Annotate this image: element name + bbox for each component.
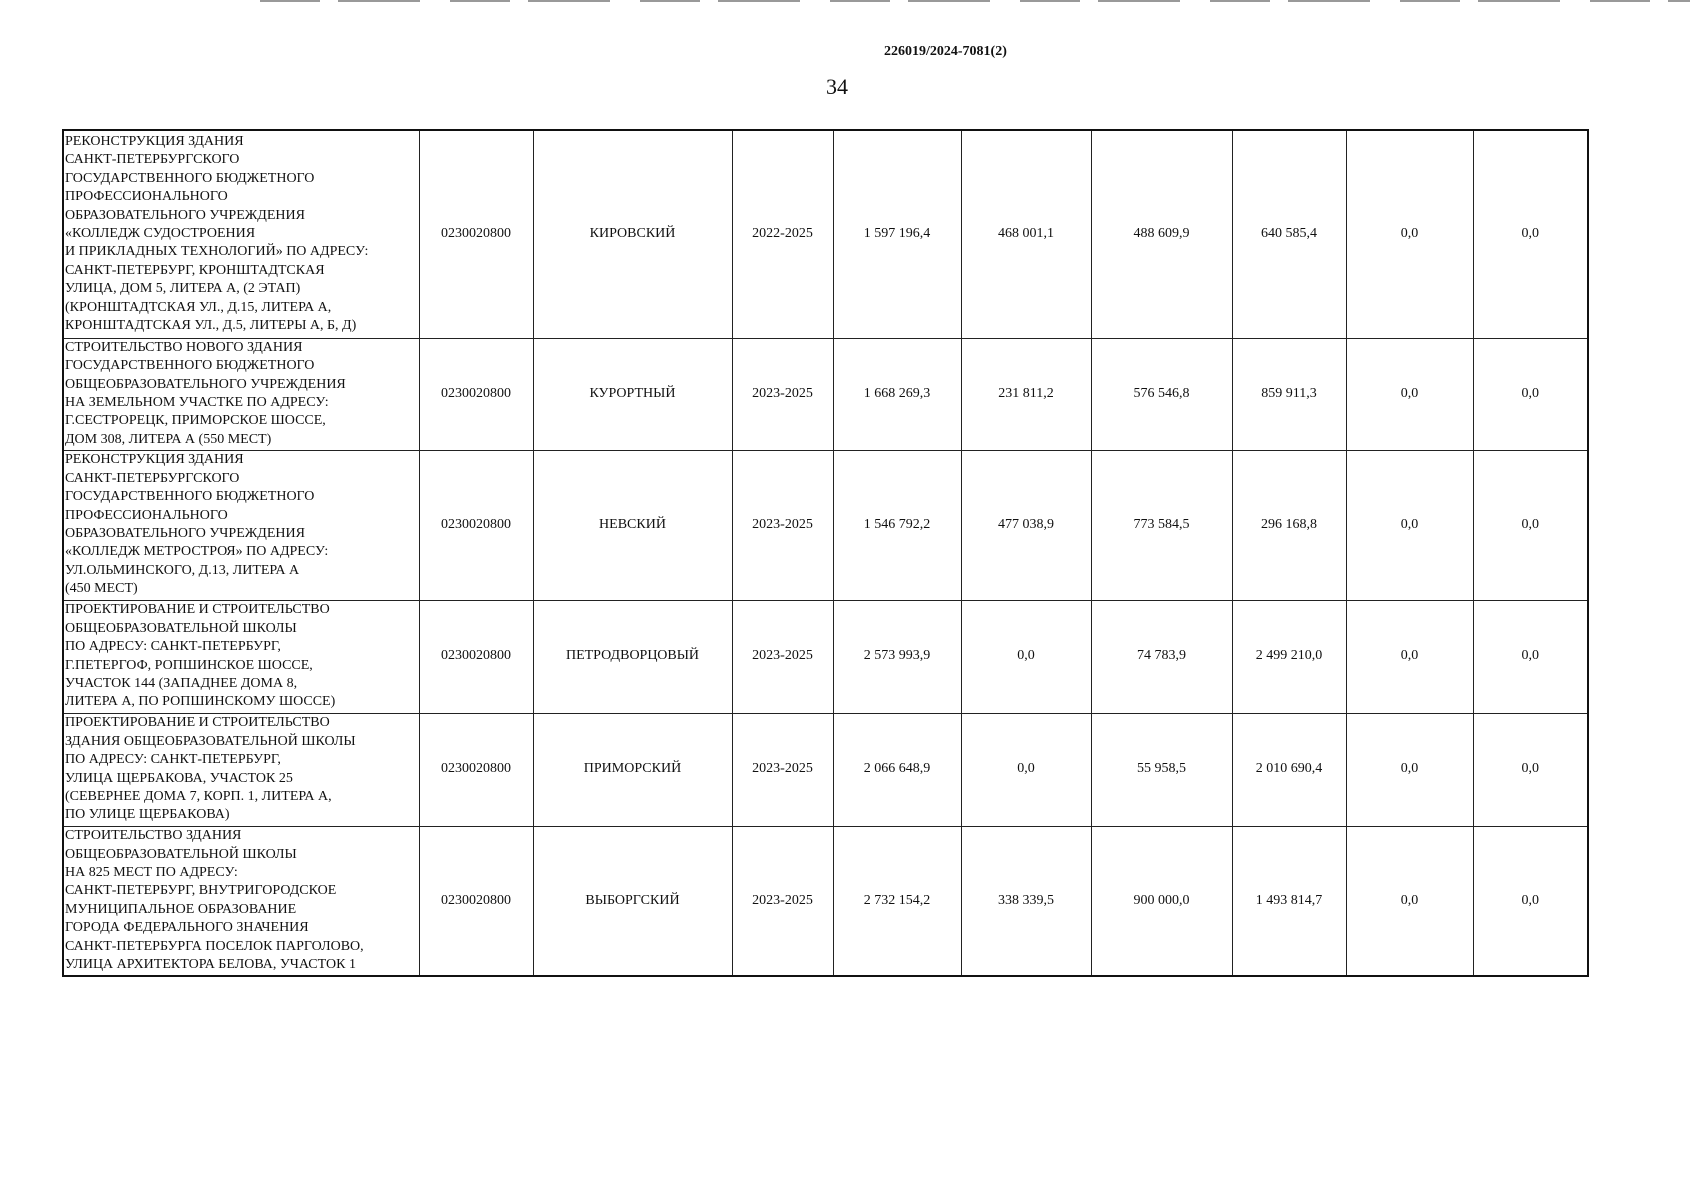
- value-5: 0,0: [1473, 713, 1588, 826]
- budget-code: 0230020800: [419, 130, 533, 338]
- district: ПРИМОРСКИЙ: [533, 713, 732, 826]
- document-number: 226019/2024-7081(2): [884, 44, 1007, 59]
- value-4: 0,0: [1346, 826, 1473, 976]
- value-5: 0,0: [1473, 826, 1588, 976]
- total-cost: 1 668 269,3: [833, 338, 961, 450]
- value-5: 0,0: [1473, 450, 1588, 600]
- value-2: 55 958,5: [1091, 713, 1232, 826]
- object-description: СТРОИТЕЛЬСТВО ЗДАНИЯ ОБЩЕОБРАЗОВАТЕЛЬНОЙ ШКОЛЫ НА 825 МЕСТ ПО АДРЕСУ: САНКТ-ПЕТЕРБУРГ, ВНУТРИГОРОДСКОЕ МУНИЦИПАЛЬНОЕ ОБРАЗОВАНИЕ ГОРОДА ФЕДЕРАЛЬНОГО ЗНАЧЕНИЯ САНКТ-ПЕТЕРБУРГА ПОСЕЛОК ПАРГОЛОВО, УЛИЦА АРХИТЕКТОРА БЕЛОВА, УЧАСТОК 1: [63, 826, 419, 976]
- budget-code: 0230020800: [419, 600, 533, 713]
- object-description: ПРОЕКТИРОВАНИЕ И СТРОИТЕЛЬСТВО ЗДАНИЯ ОБЩЕОБРАЗОВАТЕЛЬНОЙ ШКОЛЫ ПО АДРЕСУ: САНКТ-ПЕТЕРБУРГ, УЛИЦА ЩЕРБАКОВА, УЧАСТОК 25 (СЕВЕРНЕЕ ДОМА 7, КОРП. 1, ЛИТЕРА А, ПО УЛИЦЕ ЩЕРБАКОВА): [63, 713, 419, 826]
- period: 2023-2025: [732, 826, 833, 976]
- value-4: 0,0: [1346, 130, 1473, 338]
- value-5: 0,0: [1473, 130, 1588, 338]
- value-1: 0,0: [961, 713, 1091, 826]
- total-cost: 2 066 648,9: [833, 713, 961, 826]
- period: 2023-2025: [732, 600, 833, 713]
- value-5: 0,0: [1473, 600, 1588, 713]
- total-cost: 2 732 154,2: [833, 826, 961, 976]
- value-3: 859 911,3: [1232, 338, 1346, 450]
- period: 2023-2025: [732, 713, 833, 826]
- value-3: 1 493 814,7: [1232, 826, 1346, 976]
- budget-code: 0230020800: [419, 338, 533, 450]
- district: НЕВСКИЙ: [533, 450, 732, 600]
- value-2: 773 584,5: [1091, 450, 1232, 600]
- value-4: 0,0: [1346, 713, 1473, 826]
- district: КИРОВСКИЙ: [533, 130, 732, 338]
- total-cost: 2 573 993,9: [833, 600, 961, 713]
- program-table: [62, 129, 1589, 977]
- value-2: 900 000,0: [1091, 826, 1232, 976]
- budget-code: 0230020800: [419, 826, 533, 976]
- scan-artifact-line: [260, 0, 1690, 2]
- object-description: РЕКОНСТРУКЦИЯ ЗДАНИЯ САНКТ-ПЕТЕРБУРГСКОГО ГОСУДАРСТВЕННОГО БЮДЖЕТНОГО ПРОФЕССИОНАЛЬНОГО ОБРАЗОВАТЕЛЬНОГО УЧРЕЖДЕНИЯ «КОЛЛЕДЖ МЕТРОСТРОЯ» ПО АДРЕСУ: УЛ.ОЛЬМИНСКОГО, Д.13, ЛИТЕРА А (450 МЕСТ): [63, 450, 419, 600]
- value-3: 640 585,4: [1232, 130, 1346, 338]
- value-1: 477 038,9: [961, 450, 1091, 600]
- table-row: [63, 450, 1588, 600]
- value-1: 0,0: [961, 600, 1091, 713]
- object-description: ПРОЕКТИРОВАНИЕ И СТРОИТЕЛЬСТВО ОБЩЕОБРАЗОВАТЕЛЬНОЙ ШКОЛЫ ПО АДРЕСУ: САНКТ-ПЕТЕРБУРГ, Г.ПЕТЕРГОФ, РОПШИНСКОЕ ШОССЕ, УЧАСТОК 144 (ЗАПАДНЕЕ ДОМА 8, ЛИТЕРА А, ПО РОПШИНСКОМУ ШОССЕ): [63, 600, 419, 713]
- district: ПЕТРОДВОРЦОВЫЙ: [533, 600, 732, 713]
- value-1: 468 001,1: [961, 130, 1091, 338]
- value-2: 488 609,9: [1091, 130, 1232, 338]
- table-row: [63, 130, 1588, 338]
- object-description: СТРОИТЕЛЬСТВО НОВОГО ЗДАНИЯ ГОСУДАРСТВЕННОГО БЮДЖЕТНОГО ОБЩЕОБРАЗОВАТЕЛЬНОГО УЧРЕЖДЕНИЯ НА ЗЕМЕЛЬНОМ УЧАСТКЕ ПО АДРЕСУ: Г.СЕСТРОРЕЦК, ПРИМОРСКОЕ ШОССЕ, ДОМ 308, ЛИТЕРА А (550 МЕСТ): [63, 338, 419, 450]
- value-3: 2 499 210,0: [1232, 600, 1346, 713]
- value-4: 0,0: [1346, 338, 1473, 450]
- total-cost: 1 597 196,4: [833, 130, 961, 338]
- district: ВЫБОРГСКИЙ: [533, 826, 732, 976]
- table-row: [63, 826, 1588, 976]
- budget-code: 0230020800: [419, 713, 533, 826]
- value-3: 2 010 690,4: [1232, 713, 1346, 826]
- value-1: 338 339,5: [961, 826, 1091, 976]
- value-4: 0,0: [1346, 450, 1473, 600]
- district: КУРОРТНЫЙ: [533, 338, 732, 450]
- period: 2023-2025: [732, 338, 833, 450]
- table-row: [63, 713, 1588, 826]
- period: 2023-2025: [732, 450, 833, 600]
- period: 2022-2025: [732, 130, 833, 338]
- page-number: 34: [826, 74, 848, 99]
- value-1: 231 811,2: [961, 338, 1091, 450]
- value-2: 576 546,8: [1091, 338, 1232, 450]
- value-4: 0,0: [1346, 600, 1473, 713]
- value-3: 296 168,8: [1232, 450, 1346, 600]
- value-2: 74 783,9: [1091, 600, 1232, 713]
- total-cost: 1 546 792,2: [833, 450, 961, 600]
- table-row: [63, 600, 1588, 713]
- object-description: РЕКОНСТРУКЦИЯ ЗДАНИЯ САНКТ-ПЕТЕРБУРГСКОГО ГОСУДАРСТВЕННОГО БЮДЖЕТНОГО ПРОФЕССИОНАЛЬНОГО ОБРАЗОВАТЕЛЬНОГО УЧРЕЖДЕНИЯ «КОЛЛЕДЖ СУДОСТРОЕНИЯ И ПРИКЛАДНЫХ ТЕХНОЛОГИЙ» ПО АДРЕСУ: САНКТ-ПЕТЕРБУРГ, КРОНШТАДТСКАЯ УЛИЦА, ДОМ 5, ЛИТЕРА А, (2 ЭТАП) (КРОНШТАДТСКАЯ УЛ., Д.15, ЛИТЕРА А, КРОНШТАДТСКАЯ УЛ., Д.5, ЛИТЕРЫ А, Б, Д): [63, 130, 419, 338]
- value-5: 0,0: [1473, 338, 1588, 450]
- table-row: [63, 338, 1588, 450]
- budget-code: 0230020800: [419, 450, 533, 600]
